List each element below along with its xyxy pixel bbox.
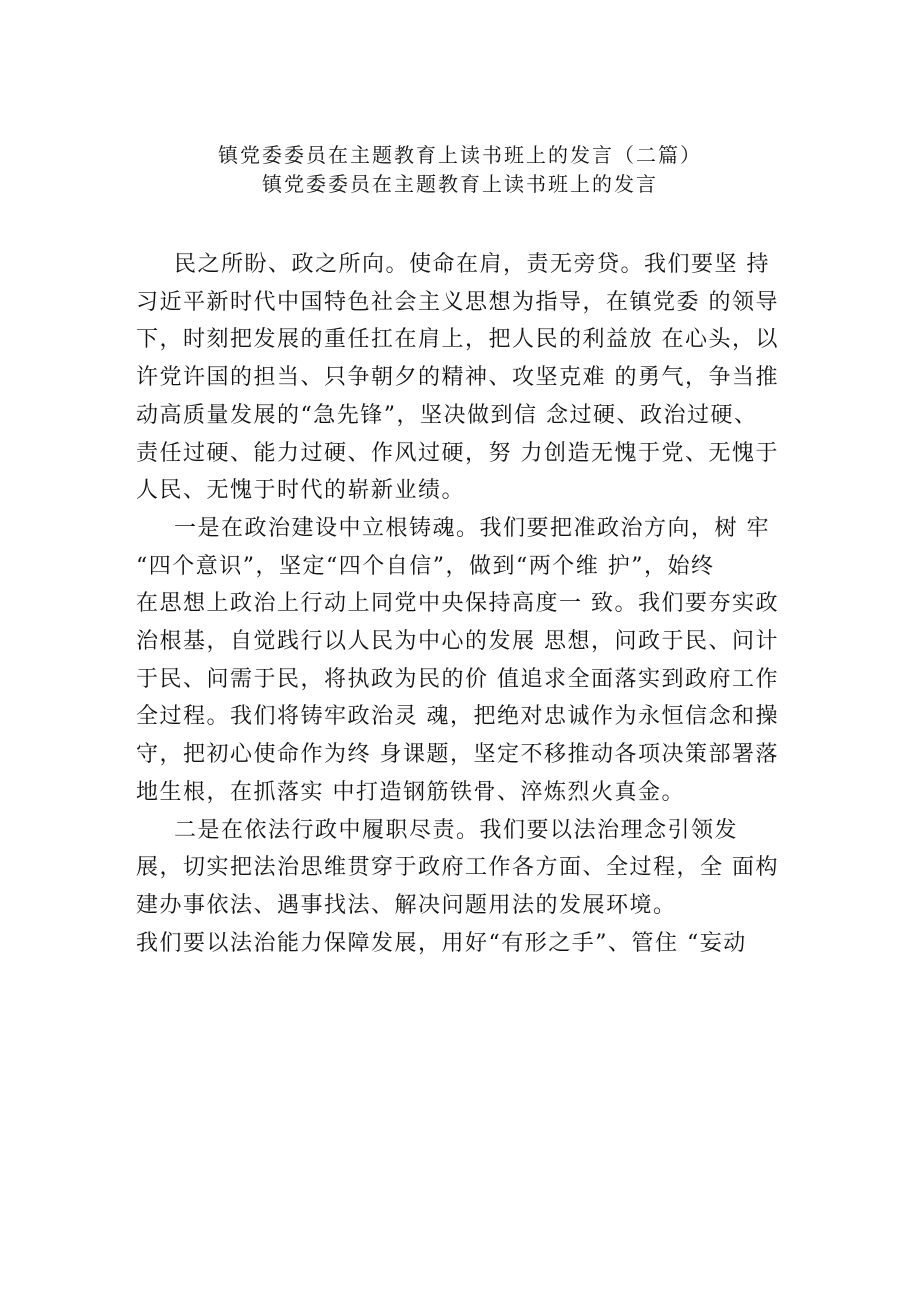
paragraph-line: 民之所盼、政之所向。使命在肩，责无旁贷。我们要坚 持 bbox=[174, 252, 770, 277]
paragraph-line: 守，把初心使命作为终 身课题，坚定不移推动各项决策部署落 bbox=[136, 742, 779, 768]
document-title: 镇党委委员在主题教育上读书班上的发言（二篇） bbox=[218, 143, 702, 167]
document-body bbox=[136, 246, 786, 962]
paragraph-line: 全过程。我们将铸牢政治灵 魂，把绝对忠诚作为永恒信念和操 bbox=[136, 704, 779, 730]
document-subtitle: 镇党委委员在主题教育上读书班上的发言 bbox=[262, 172, 658, 196]
paragraph-line: 治根基，自觉践行以人民为中心的发展 思想，问政于民、问计 bbox=[136, 629, 779, 655]
paragraph-line: 在思想上政治上行动上同党中央保持高度一 致。我们要夯实政 bbox=[136, 591, 779, 617]
paragraph-political-building bbox=[136, 510, 786, 812]
paragraph-line: 一是在政治建设中立根铸魂。我们要把准政治方向，树 牢 bbox=[174, 515, 770, 541]
paragraph-line: 展，切实把法治思维贯穿于政府工作各方面、全过程，全 面构 bbox=[136, 855, 779, 881]
paragraph-line: 许党许国的担当、只争朝夕的精神、攻坚克难 的勇气，争当推 bbox=[136, 365, 779, 391]
paragraph-line: 习近平新时代中国特色社会主义思想为指导，在镇党委 的领导 bbox=[136, 289, 779, 315]
paragraph-rule-of-law bbox=[136, 812, 786, 925]
paragraph-line: 动高质量发展的“急先锋”，坚决做到信 念过硬、政治过硬、 bbox=[136, 402, 758, 428]
paragraph-line: 地生根，在抓落实 中打造钢筋铁骨、淬炼烈火真金。 bbox=[136, 779, 685, 805]
paragraph-line: 建办事依法、遇事找法、解决问题用法的发展环境。 bbox=[136, 892, 677, 918]
paragraph-line: 于民、问需于民，将执政为民的价 值追求全面落实到政府工作 bbox=[136, 666, 779, 692]
document-title-block bbox=[0, 141, 920, 199]
paragraph-intro bbox=[136, 246, 786, 510]
paragraph-line: “四个意识”，坚定“四个自信”，做到“两个维 护”，始终 bbox=[136, 553, 715, 579]
paragraph-line: 二是在依法行政中履职尽责。我们要以法治理念引领发 bbox=[174, 817, 739, 843]
paragraph-line: 下，时刻把发展的重任扛在肩上，把人民的利益放 在心头，以 bbox=[136, 327, 779, 353]
paragraph-line: 我们要以法治能力保障发展，用好“有形之手”、管住 “妄动 bbox=[136, 930, 747, 956]
paragraph-line: 责任过硬、能力过硬、作风过硬，努 力创造无愧于党、无愧于 bbox=[136, 440, 779, 466]
paragraph-legal-capability bbox=[136, 925, 786, 963]
paragraph-line: 人民、无愧于时代的崭新业绩。 bbox=[136, 478, 466, 504]
